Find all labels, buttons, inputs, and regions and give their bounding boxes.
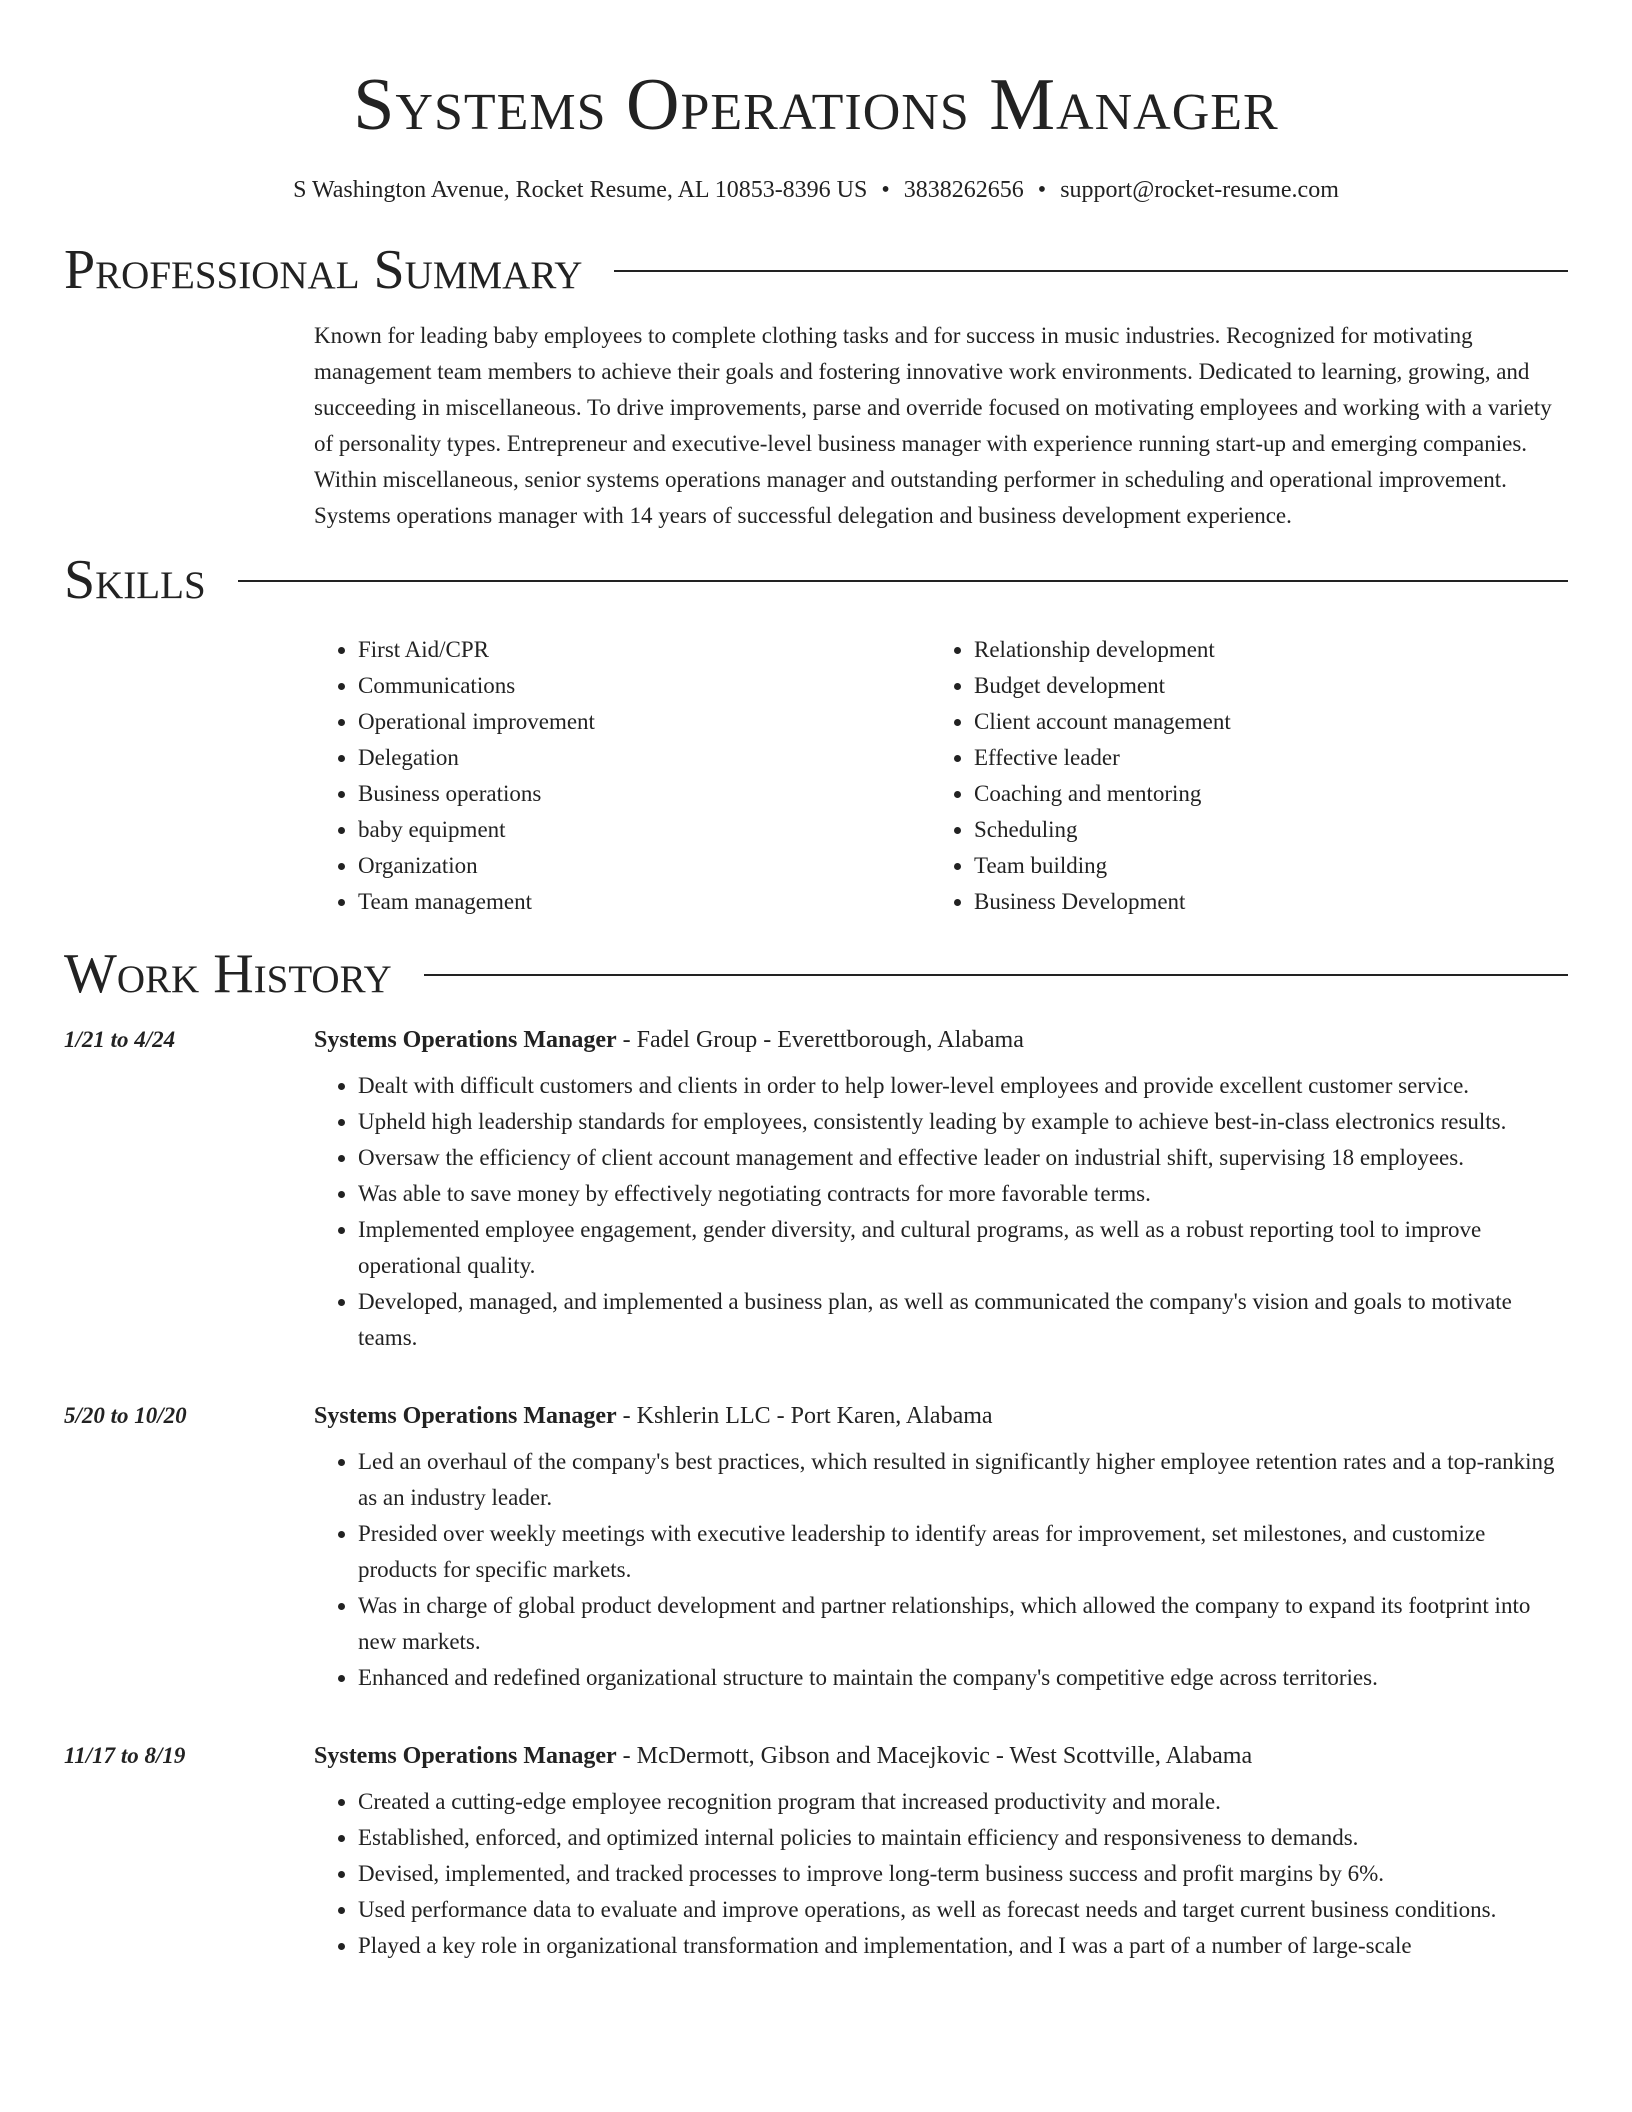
job-bullet: • Created a cutting-edge employee recognition program that increased productivity and morale. (358, 1784, 1568, 1820)
job-bullet: • Presided over weekly meetings with executive leadership to identify areas for improvement, set milestones, and customize products for specific markets. (358, 1516, 1568, 1588)
summary-section-header (64, 238, 1568, 302)
job-employer-location: - Kshlerin LLC - Port Karen, Alabama (616, 1403, 993, 1429)
job-bullet: • Upheld high leadership standards for employees, consistently leading by example to achieve best-in-class electronics results. (358, 1104, 1568, 1140)
job-employer-location: - Fadel Group - Everettborough, Alabama (616, 1027, 1024, 1053)
job-title-line (314, 1732, 1568, 1780)
skill-item: • Relationship development (974, 632, 1546, 668)
skill-item: • Client account management (974, 704, 1546, 740)
resume-page (64, 0, 1568, 1964)
job-entry (64, 1392, 1568, 1696)
section-divider (238, 580, 1568, 582)
contact-email: support@rocket-resume.com (1060, 177, 1339, 203)
skill-item: • Business operations (358, 776, 930, 812)
section-divider (614, 270, 1568, 272)
contact-line (64, 174, 1568, 206)
job-entry (64, 1016, 1568, 1356)
job-bullet: • Led an overhaul of the company's best practices, which resulted in significantly higher employee retention rates and a top-ranking as an industry leader. (358, 1444, 1568, 1516)
contact-separator: • (881, 177, 890, 203)
resume-name: Systems Operations Manager (353, 64, 1279, 146)
skill-item: • Delegation (358, 740, 930, 776)
contact-address: S Washington Avenue, Rocket Resume, AL 10853-8396 US (293, 177, 868, 203)
skill-item: • Operational improvement (358, 704, 930, 740)
job-title-line (314, 1016, 1568, 1064)
job-role: Systems Operations Manager (314, 1743, 617, 1769)
contact-phone: 3838262656 (903, 177, 1024, 203)
skill-item: • Team building (974, 848, 1546, 884)
job-dates: 5/20 to 10/20 (64, 1403, 187, 1428)
job-bullet: • Implemented employee engagement, gender diversity, and cultural programs, as well as a robust reporting tool to improve operational quality. (358, 1212, 1568, 1284)
job-bullets (314, 1784, 1568, 1964)
section-divider (424, 974, 1568, 976)
skill-item: • baby equipment (358, 812, 930, 848)
skills-list (314, 632, 1568, 920)
job-body (314, 1016, 1568, 1356)
skills-column-right (930, 632, 1546, 920)
skill-item: • Business Development (974, 884, 1546, 920)
job-role: Systems Operations Manager (314, 1027, 617, 1053)
job-body (314, 1732, 1568, 1964)
skill-item: • Effective leader (974, 740, 1546, 776)
job-bullet: • Used performance data to evaluate and improve operations, as well as forecast needs and target current business conditions. (358, 1892, 1568, 1928)
skill-item: • Communications (358, 668, 930, 704)
work-section-title: Work History (64, 943, 392, 1005)
job-employer-location: - McDermott, Gibson and Macejkovic - West Scottville, Alabama (616, 1743, 1253, 1769)
skill-item: • Budget development (974, 668, 1546, 704)
skill-item: • First Aid/CPR (358, 632, 930, 668)
work-history-list (64, 1016, 1568, 1964)
contact-separator: • (1037, 177, 1047, 203)
job-bullet: • Devised, implemented, and tracked processes to improve long-term business success and profit margins by 6%. (358, 1856, 1568, 1892)
skills-section-header (64, 548, 1568, 612)
job-dates: 11/17 to 8/19 (64, 1743, 186, 1768)
skill-item: • Team management (358, 884, 930, 920)
summary-text: Known for leading baby employees to complete clothing tasks and for success in music industries. Recognized for motivating management team members to achieve their goals and fostering innovative work environments. Dedicated to learning, growing, and succeeding in miscellaneous. To drive improvements, parse and override focused on motivating employees and working with a variety of personality types. Entrepreneur and executive-level business manager with experience running start-up and emerging companies. Within miscellaneous, senior systems operations manager and outstanding performer in scheduling and operational improvement. Systems operations manager with 14 years of successful delegation and business development experience. (314, 323, 1552, 528)
skills-section-title: Skills (64, 549, 206, 611)
job-bullet: • Played a key role in organizational transformation and implementation, and I was a part of a number of large-scale (358, 1928, 1568, 1964)
summary-section-title: Professional Summary (64, 239, 583, 301)
job-body (314, 1392, 1568, 1696)
job-bullet: • Dealt with difficult customers and clients in order to help lower-level employees and provide excellent customer service. (358, 1068, 1568, 1104)
job-dates: 1/21 to 4/24 (64, 1027, 176, 1052)
skill-item: • Organization (358, 848, 930, 884)
job-role: Systems Operations Manager (314, 1403, 617, 1429)
job-bullet: • Was in charge of global product development and partner relationships, which allowed the company to expand its footprint into new markets. (358, 1588, 1568, 1660)
job-bullet: • Was able to save money by effectively negotiating contracts for more favorable terms. (358, 1176, 1568, 1212)
job-bullets (314, 1444, 1568, 1696)
job-bullets (314, 1068, 1568, 1356)
skills-column-left (314, 632, 930, 920)
skill-item: • Scheduling (974, 812, 1546, 848)
job-bullet: • Enhanced and redefined organizational structure to maintain the company's competitive edge across territories. (358, 1660, 1568, 1696)
job-bullet: • Developed, managed, and implemented a business plan, as well as communicated the company's vision and goals to motivate teams. (358, 1284, 1568, 1356)
skill-item: • Coaching and mentoring (974, 776, 1546, 812)
job-title-line (314, 1392, 1568, 1440)
job-entry (64, 1732, 1568, 1964)
work-section-header (64, 942, 1568, 1006)
job-bullet: • Oversaw the efficiency of client account management and effective leader on industrial shift, supervising 18 employees. (358, 1140, 1568, 1176)
job-bullet: • Established, enforced, and optimized internal policies to maintain efficiency and responsiveness to demands. (358, 1820, 1568, 1856)
